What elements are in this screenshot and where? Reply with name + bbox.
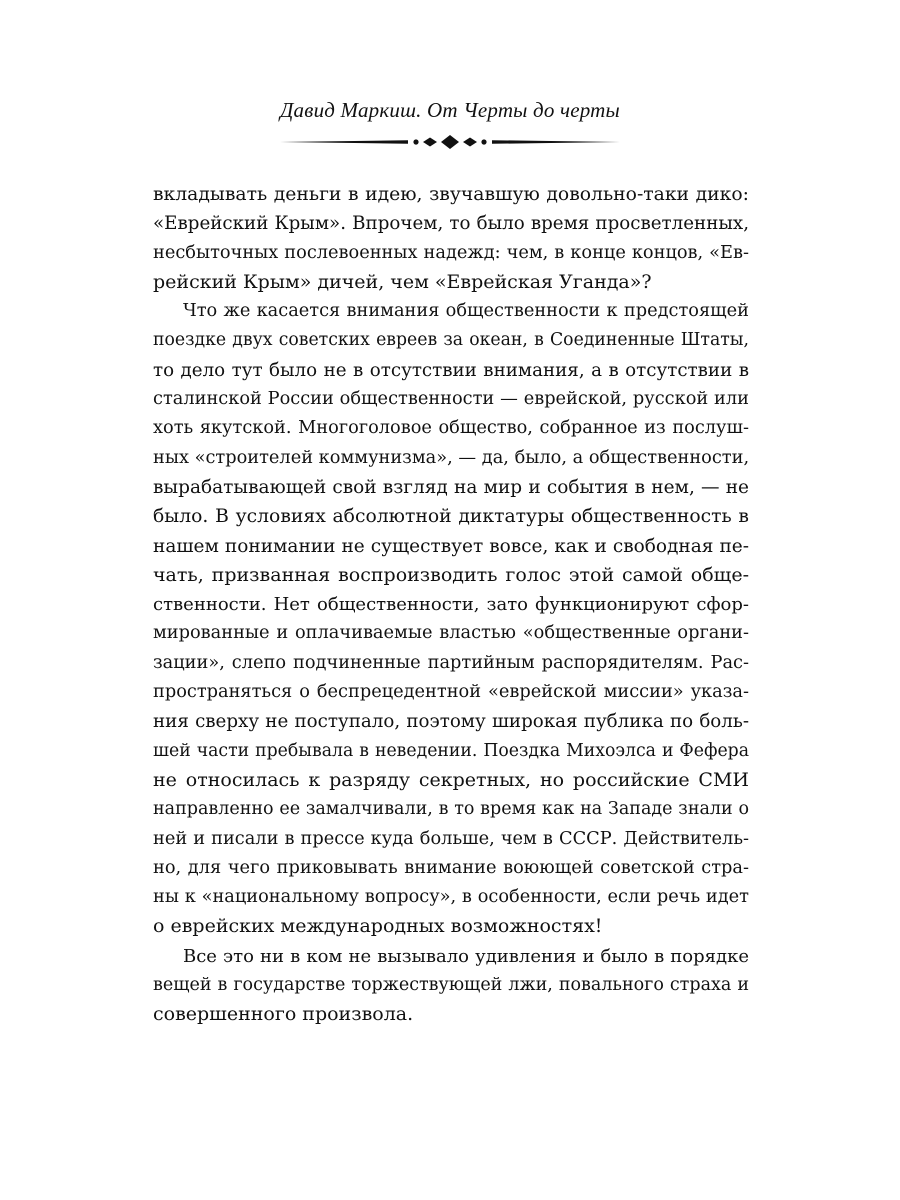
text-line: то дело тут было не в отсутствии внимания, а в отсутствии в bbox=[153, 359, 749, 381]
text-line: чать, призванная воспроизводить голос этой самой обще- bbox=[153, 563, 749, 586]
text-line: вещей в государстве торжествующей лжи, повального страха и bbox=[153, 975, 749, 996]
text-line: «Еврейский Крым». Впрочем, то было время просветленных, bbox=[153, 213, 749, 235]
text-line: ния сверху не поступало, поэтому широкая публика по боль- bbox=[153, 711, 749, 733]
text-line: ней и писали в прессе куда больше, чем в СССР. Действитель- bbox=[153, 828, 749, 849]
text-line: ны к «национальному вопросу», в особенности, если речь идет bbox=[153, 887, 749, 908]
text-line: поездке двух советских евреев за океан, в Соединенные Штаты, bbox=[153, 330, 749, 351]
text-line: несбыточных послевоенных надежд: чем, в конце концов, «Ев- bbox=[153, 242, 749, 263]
text-line: сталинской России общественности — еврейской, русской или bbox=[153, 389, 749, 410]
text-line: о еврейских международных возможностях! bbox=[153, 915, 603, 938]
text-line: пространяться о беспрецедентной «еврейской миссии» указа- bbox=[153, 682, 749, 703]
text-line: совершенного произвола. bbox=[153, 1003, 414, 1026]
divider-ornament-icon bbox=[280, 132, 620, 152]
text-line: зации», слепо подчиненные партийным распорядителям. Рас- bbox=[153, 652, 749, 673]
text-line: мированные и оплачиваемые властью «общественные органи- bbox=[153, 623, 749, 644]
text-line: шей части пребывала в неведении. Поездка Михоэлса и Фефера bbox=[153, 740, 749, 761]
text-line: вырабатывающей свой взгляд на мир и события в нем, — не bbox=[153, 476, 749, 498]
text-line: но, для чего приковывать внимание воюющей советской стра- bbox=[153, 857, 749, 878]
text-line: ственности. Нет общественности, зато функционируют сфор- bbox=[153, 594, 749, 616]
paragraph-start-line: Все это ни в ком не вызывало удивления и было в порядке bbox=[183, 945, 749, 967]
text-line: направленно ее замалчивали, в то время как на Западе знали о bbox=[153, 799, 749, 820]
text-line: не относилась к разряду секретных, но российские СМИ bbox=[153, 768, 749, 791]
text-line: вкладывать деньги в идею, звучавшую довольно-таки дико: bbox=[153, 184, 749, 205]
paragraph-start-line: Что же касается внимания общественности к предстоящей bbox=[183, 301, 749, 322]
text-line: рейский Крым» дичей, чем «Еврейская Уганда»? bbox=[153, 270, 652, 293]
text-line: нашем понимании не существует вовсе, как и свободная пе- bbox=[153, 535, 749, 557]
running-head-title: Давид Маркиш. От Черты до черты bbox=[280, 98, 620, 122]
body-text bbox=[153, 180, 749, 1030]
text-line: хоть якутской. Многоголовое общество, собранное из послуш- bbox=[153, 418, 749, 439]
text-line: ных «строителей коммунизма», — да, было, а общественности, bbox=[153, 447, 750, 468]
text-line: было. В условиях абсолютной диктатуры общественность в bbox=[153, 506, 749, 528]
